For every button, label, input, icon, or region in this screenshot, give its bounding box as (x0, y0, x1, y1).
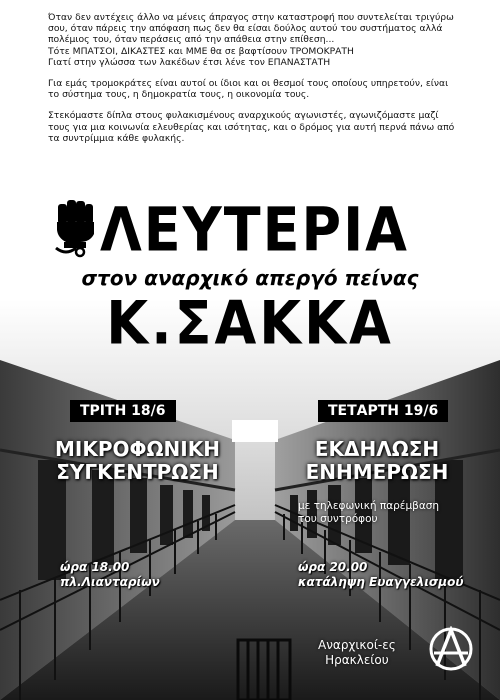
event-2-title-line: ΕΝΗΜΕΡΩΣΗ (305, 460, 449, 484)
intro-paragraph-3 (48, 110, 458, 144)
intro-line: Για εμάς τρομοκράτες είναι αυτοί οι ίδιοι και οι θεσμοί τους οποίους υπηρετούν, είναι (48, 78, 449, 90)
circle-a-icon (428, 626, 474, 672)
event-1-title (40, 438, 235, 484)
raised-fist-icon (52, 198, 98, 258)
event-2-title (292, 438, 462, 484)
event-2-place: κατάληψη Ευαγγελισμού (298, 575, 464, 589)
event-2-note-line: του συντρόφου (298, 513, 378, 525)
intro-line: Γιατί στην γλώσσα των λακέδων έτσι λένε τον ΕΠΑΝΑΣΤΑΤΗ (48, 56, 331, 68)
intro-paragraph-2 (48, 78, 458, 100)
event-1-time-place (60, 560, 160, 590)
event-2-time: ώρα 20.00 (298, 560, 368, 574)
signature-line: Αναρχικοί-ες (318, 638, 396, 652)
event-2-note (298, 500, 439, 526)
headline (0, 196, 500, 356)
intro-line: πολέμιος του, όταν περάσεις από την απάθεια στην επίθεση... (48, 34, 335, 46)
event-2-time-place (298, 560, 463, 590)
signature-line: Ηρακλείου (325, 653, 389, 667)
event-1-time: ώρα 18.00 (60, 560, 130, 574)
intro-text (48, 12, 458, 154)
intro-paragraph-1 (48, 12, 458, 68)
intro-line: σου, όταν πάρεις την απόφαση πως δεν θα είσαι δούλος αυτού του συστήματος αλλά (48, 23, 443, 35)
event-2-note-line: με τηλεφωνική παρέμβαση (298, 500, 440, 512)
intro-line: τους για μια κοινωνία ελευθερίας και ισότητας, και ο δρόμος για αυτή περνά πάνω από (48, 121, 455, 133)
intro-line: Τότε ΜΠΑΤΣΟΙ, ΔΙΚΑΣΤΕΣ και ΜΜΕ θα σε βαφτίσουν ΤΡΟΜΟΚΡΑΤΗ (48, 45, 354, 57)
headline-name: Κ.ΣΑΚΚΑ (106, 288, 394, 358)
event-1-place: πλ.Λιανταρίων (60, 575, 160, 589)
intro-line: το σύστημα τους, η δημοκρατία τους, η οικονομία τους. (48, 89, 310, 101)
headline-subtitle: στον αναρχικό απεργό πείνας (81, 266, 419, 290)
event-1-title-line: ΜΙΚΡΟΦΩΝΙΚΗ (55, 437, 220, 461)
signature (318, 638, 396, 668)
event-1-date: ΤΡΙΤΗ 18/6 (70, 400, 176, 422)
event-1-title-line: ΣΥΓΚΕΝΤΡΩΣΗ (56, 460, 219, 484)
intro-line: Στεκόμαστε δίπλα στους φυλακισμένους αναρχικούς αγωνιστές, αγωνιζόμαστε μαζί (48, 110, 439, 122)
headline-title: ΛΕΥΤΕΡΙΑ (100, 194, 409, 265)
intro-line: τα συντρίμμια κάθε φυλακής. (48, 132, 185, 144)
intro-line: Όταν δεν αντέχεις άλλο να μένεις άπραγος στην καταστροφή που συντελείται τριγύρω (48, 12, 454, 23)
event-2-title-line: ΕΚΔΗΛΩΣΗ (314, 437, 440, 461)
event-2-date: ΤΕΤΑΡΤΗ 19/6 (318, 400, 448, 422)
